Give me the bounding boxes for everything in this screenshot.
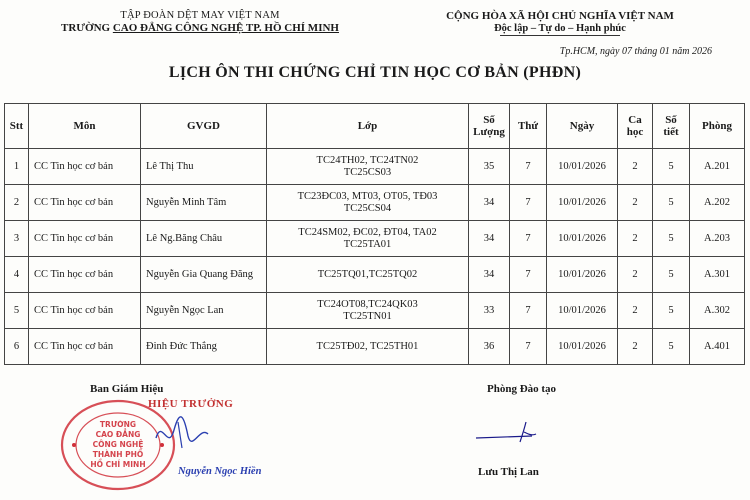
cell-stt: 5 (5, 293, 29, 329)
header-subject: Môn (29, 104, 141, 149)
cell-date: 10/01/2026 (547, 329, 618, 365)
header-periods (653, 104, 690, 149)
header-shift-line1: Ca (628, 114, 642, 126)
cell-date: 10/01/2026 (547, 149, 618, 185)
group-name: TẬP ĐOÀN DỆT MAY VIỆT NAM (120, 10, 280, 21)
cell-shift: 2 (618, 293, 653, 329)
header-shift (618, 104, 653, 149)
school-name-prefix: TRƯỜNG (61, 22, 113, 34)
seal-line: TRƯỜNG (99, 420, 137, 429)
cell-subject: CC Tin học cơ bản (29, 257, 141, 293)
national-header (410, 10, 710, 36)
header-periods-line2: tiết (663, 126, 679, 138)
header-teacher: GVGD (141, 104, 267, 149)
table-row (5, 185, 745, 221)
cell-weekday: 7 (510, 293, 547, 329)
cell-room: A.401 (690, 329, 745, 365)
seal-line: THÀNH PHỐ (92, 450, 144, 459)
cell-weekday: 7 (510, 329, 547, 365)
cell-weekday: 7 (510, 257, 547, 293)
motto-underline (500, 35, 620, 36)
cell-class-line1: TC25TĐ02, TC25TH01 (316, 340, 419, 352)
training-signature-icon (472, 418, 562, 446)
cell-count: 33 (469, 293, 510, 329)
header-count-line2: Lượng (473, 126, 505, 138)
cell-class (267, 329, 469, 365)
cell-class-line2: TC25TN01 (343, 310, 392, 322)
seal-line: HỒ CHÍ MINH (90, 460, 146, 469)
document-title: LỊCH ÔN THI CHỨNG CHỈ TIN HỌC CƠ BẢN (PHĐN) (168, 64, 582, 81)
cell-periods: 5 (653, 257, 690, 293)
school-name-main: CAO ĐẲNG CÔNG NGHỆ TP. HỒ CHÍ MINH (112, 22, 339, 34)
cell-room: A.202 (690, 185, 745, 221)
seal-line: CAO ĐẲNG (95, 430, 141, 439)
cell-count: 35 (469, 149, 510, 185)
table-row (5, 257, 745, 293)
principal-name: Nguyễn Ngọc Hiền (178, 466, 262, 477)
cell-shift: 2 (618, 221, 653, 257)
organization-header (40, 10, 360, 34)
cell-class-line1: TC23ĐC03, MT03, OT05, TĐ03 (297, 190, 438, 202)
cell-date: 10/01/2026 (547, 221, 618, 257)
header-weekday: Thứ (510, 104, 547, 149)
cell-date: 10/01/2026 (547, 185, 618, 221)
cell-class-line2: TC25CS04 (343, 202, 392, 214)
cell-stt: 3 (5, 221, 29, 257)
cell-count: 34 (469, 185, 510, 221)
cell-periods: 5 (653, 329, 690, 365)
cell-class-line1: TC24OT08,TC24QK03 (317, 298, 418, 310)
cell-weekday: 7 (510, 221, 547, 257)
cell-weekday: 7 (510, 149, 547, 185)
cell-subject: CC Tin học cơ bản (29, 293, 141, 329)
header-shift-line2: học (626, 126, 644, 138)
header-date: Ngày (547, 104, 618, 149)
cell-class (267, 185, 469, 221)
cell-teacher: Nguyễn Gia Quang Đăng (141, 257, 267, 293)
cell-class-line1: TC25TQ01,TC25TQ02 (317, 268, 418, 280)
training-head-name: Lưu Thị Lan (478, 466, 539, 478)
cell-room: A.301 (690, 257, 745, 293)
cell-count: 34 (469, 221, 510, 257)
seal-line: CÔNG NGHỆ (92, 440, 144, 449)
cell-subject: CC Tin học cơ bản (29, 221, 141, 257)
national-name: CỘNG HÒA XÃ HỘI CHỦ NGHĨA VIỆT NAM (446, 10, 674, 22)
cell-periods: 5 (653, 293, 690, 329)
header-stt: Stt (5, 104, 29, 149)
header-periods-line1: Số (665, 114, 677, 126)
cell-subject: CC Tin học cơ bản (29, 329, 141, 365)
national-motto: Độc lập – Tự do – Hạnh phúc (494, 23, 626, 34)
document-date: Tp.HCM, ngày 07 tháng 01 năm 2026 (559, 46, 712, 57)
schedule-table (4, 103, 745, 365)
cell-stt: 4 (5, 257, 29, 293)
cell-room: A.302 (690, 293, 745, 329)
cell-class-line2: TC25TA01 (343, 238, 392, 250)
table-row (5, 329, 745, 365)
cell-stt: 2 (5, 185, 29, 221)
cell-room: A.203 (690, 221, 745, 257)
cell-stt: 1 (5, 149, 29, 185)
cell-subject: CC Tin học cơ bản (29, 149, 141, 185)
cell-teacher: Lê Thị Thu (141, 149, 267, 185)
cell-teacher: Đinh Đức Thắng (141, 329, 267, 365)
cell-class-line2: TC25CS03 (343, 166, 392, 178)
cell-shift: 2 (618, 257, 653, 293)
cell-teacher: Nguyễn Minh Tâm (141, 185, 267, 221)
cell-periods: 5 (653, 149, 690, 185)
training-office-title: Phòng Đào tạo (487, 383, 557, 395)
table-row (5, 293, 745, 329)
seal-text (90, 420, 145, 469)
cell-teacher: Lê Ng.Băng Châu (141, 221, 267, 257)
table-row (5, 221, 745, 257)
header-class: Lớp (267, 104, 469, 149)
cell-class (267, 257, 469, 293)
cell-count: 36 (469, 329, 510, 365)
cell-weekday: 7 (510, 185, 547, 221)
cell-class (267, 221, 469, 257)
cell-periods: 5 (653, 221, 690, 257)
board-title: Ban Giám Hiệu (90, 383, 164, 395)
cell-class (267, 149, 469, 185)
header-count (469, 104, 510, 149)
principal-role: HIỆU TRƯỞNG (148, 398, 234, 410)
cell-shift: 2 (618, 185, 653, 221)
cell-date: 10/01/2026 (547, 257, 618, 293)
cell-room: A.201 (690, 149, 745, 185)
cell-subject: CC Tin học cơ bản (29, 185, 141, 221)
header-room: Phòng (690, 104, 745, 149)
principal-signature-icon (148, 408, 218, 458)
header-count-line1: Số (483, 114, 495, 126)
cell-count: 34 (469, 257, 510, 293)
cell-date: 10/01/2026 (547, 293, 618, 329)
cell-class-line1: TC24TH02, TC24TN02 (316, 154, 419, 166)
cell-shift: 2 (618, 149, 653, 185)
table-row (5, 149, 745, 185)
cell-teacher: Nguyễn Ngọc Lan (141, 293, 267, 329)
cell-class (267, 293, 469, 329)
cell-class-line1: TC24SM02, ĐC02, ĐT04, TA02 (298, 226, 437, 238)
cell-shift: 2 (618, 329, 653, 365)
school-name (40, 22, 360, 34)
cell-stt: 6 (5, 329, 29, 365)
cell-periods: 5 (653, 185, 690, 221)
table-header-row (5, 104, 745, 149)
